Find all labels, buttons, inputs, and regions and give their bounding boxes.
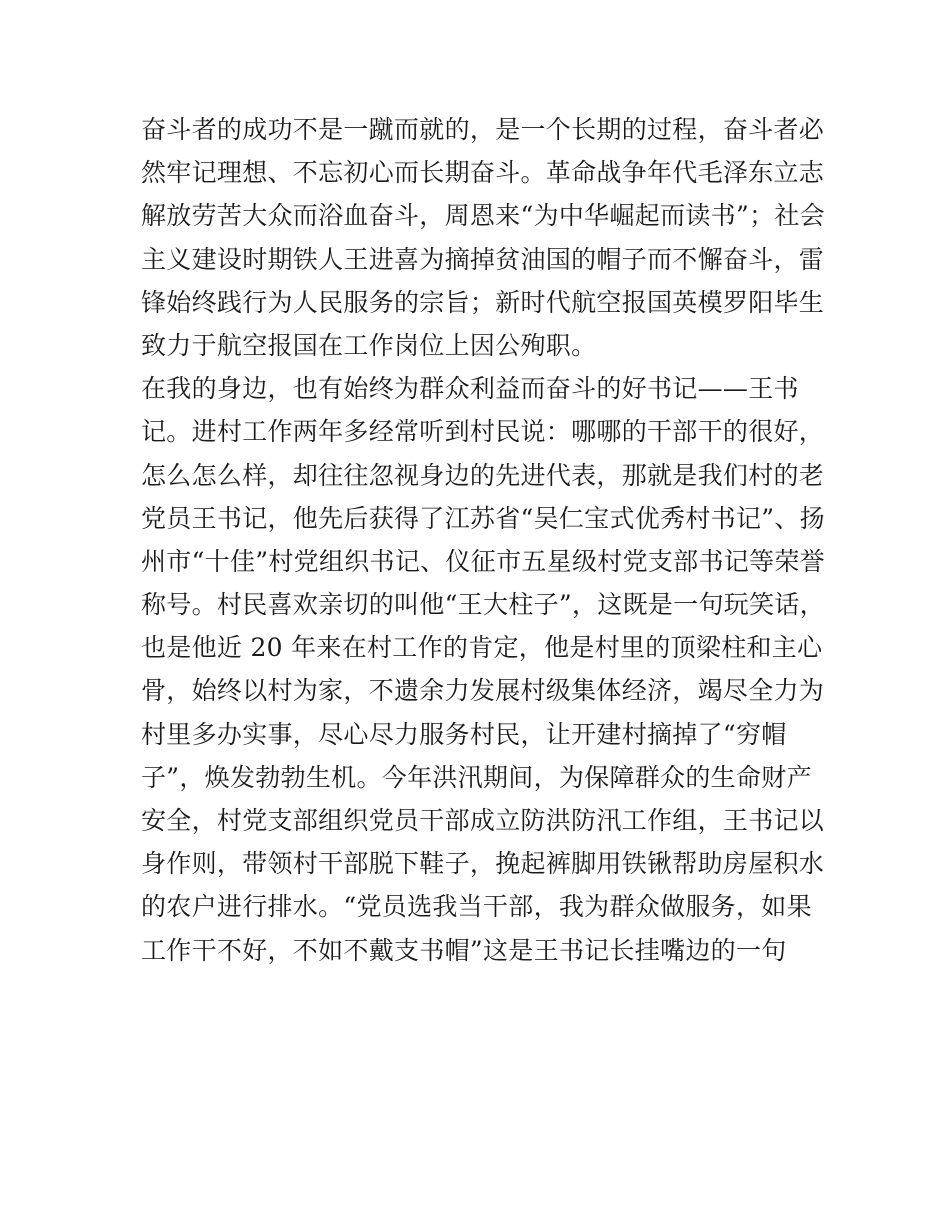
text-line: 记。进村工作两年多经常听到村民说：哪哪的干部干的很好，: [141, 417, 825, 447]
text-line: 主义建设时期铁人王进喜为摘掉贫油国的帽子而不懈奋斗，雷: [141, 244, 825, 274]
text-line: 致力于航空报国在工作岗位上因公殉职。: [141, 330, 597, 360]
text-line: 解放劳苦大众而浴血奋斗，周恩来“为中华崛起而读书”；社会: [141, 201, 825, 231]
text-line: 也是他近 20 年来在村工作的肯定，他是村里的顶梁柱和主心: [141, 633, 823, 663]
text-line: 州市“十佳”村党组织书记、仪征市五星级村党支部书记等荣誉: [141, 546, 825, 576]
text-line: 子”，焕发勃勃生机。今年洪汛期间，为保障群众的生命财产: [141, 762, 812, 792]
text-line: 村里多办实事，尽心尽力服务村民，让开建村摘掉了“穷帽: [141, 719, 787, 749]
text-line: 称号。村民喜欢亲切的叫他“王大柱子”，这既是一句玩笑话，: [141, 590, 825, 620]
text-line: 的农户进行排水。“党员选我当干部，我为群众做服务，如果: [141, 892, 812, 922]
text-line: 工作干不好，不如不戴支书帽”这是王书记长挂嘴边的一句: [141, 935, 787, 965]
text-line: 奋斗者的成功不是一蹴而就的，是一个长期的过程，奋斗者必: [141, 115, 825, 144]
text-line: 身作则，带领村干部脱下鞋子，挽起裤脚用铁锹帮助房屋积水: [141, 849, 825, 879]
text-line: 骨，始终以村为家，不遗余力发展村级集体经济，竭尽全力为: [141, 676, 825, 706]
text-line: 然牢记理想、不忘初心而长期奋斗。革命战争年代毛泽东立志: [141, 158, 825, 188]
text-line: 在我的身边，也有始终为群众利益而奋斗的好书记——王书: [141, 374, 799, 404]
text-line: 锋始终践行为人民服务的宗旨；新时代航空报国英模罗阳毕生: [141, 287, 825, 317]
body-text: [141, 108, 831, 972]
text-line: 怎么怎么样，却往往忽视身边的先进代表，那就是我们村的老: [141, 460, 825, 490]
text-line: 党员王书记，他先后获得了江苏省“吴仁宝式优秀村书记”、扬: [141, 503, 825, 533]
text-line: 安全，村党支部组织党员干部成立防洪防汛工作组，王书记以: [141, 806, 825, 835]
